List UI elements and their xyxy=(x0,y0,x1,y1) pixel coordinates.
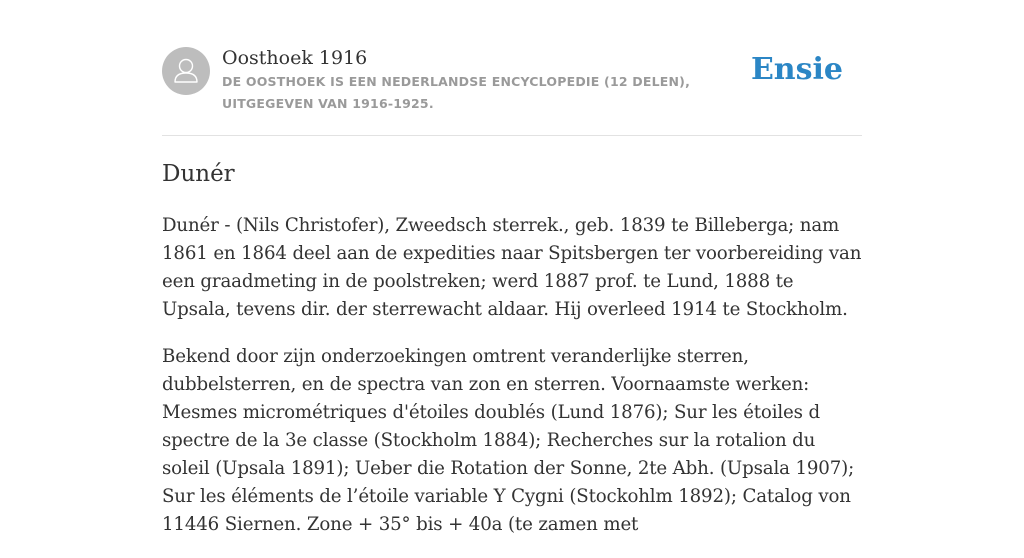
entry-body xyxy=(162,212,862,558)
entry-title: Dunér xyxy=(162,161,235,187)
content-container xyxy=(162,0,862,535)
entry-paragraph: Dunér - (Nils Christofer), Zweedsch sterrek., geb. 1839 te Billeberga; nam 1861 en 1864 deel aan de expedities naar Spitsbergen ter voorbereiding van een graadmeting in de poolstreken; werd 1887 prof. te Lund, 1888 te Upsala, tevens dir. der sterrewacht aldaar. Hij overleed 1914 te Stockholm. xyxy=(162,215,862,320)
source-header xyxy=(162,0,862,136)
source-name[interactable]: Oosthoek 1916 xyxy=(222,47,368,69)
source-info xyxy=(222,45,762,115)
user-icon[interactable] xyxy=(162,47,210,95)
ensie-logo[interactable]: Ensie xyxy=(750,52,843,87)
entry-paragraph: Bekend door zijn onderzoekingen omtrent veranderlijke sterren, dubbelsterren, en de spectra van zon en sterren. Voornaamste werken: Mesmes micrométriques d'étoiles doublés (Lund 1876); Sur les étoiles d spectre de la 3e classe (Stockholm 1884); Recherches sur la rotalion du soleil (Upsala 1891); Ueber die Rotation der Sonne, 2te Abh. (Upsala 1907); Sur les éléments de l’étoile variable Y Cygni (Stockohlm 1892); Catalog von 11446 Siernen. Zone + 35° bis + 40a (te zamen met xyxy=(162,346,855,535)
source-description: DE OOSTHOEK IS EEN NEDERLANDSE ENCYCLOPEDIE (12 DELEN), UITGEGEVEN VAN 1916-1925. xyxy=(222,74,691,111)
